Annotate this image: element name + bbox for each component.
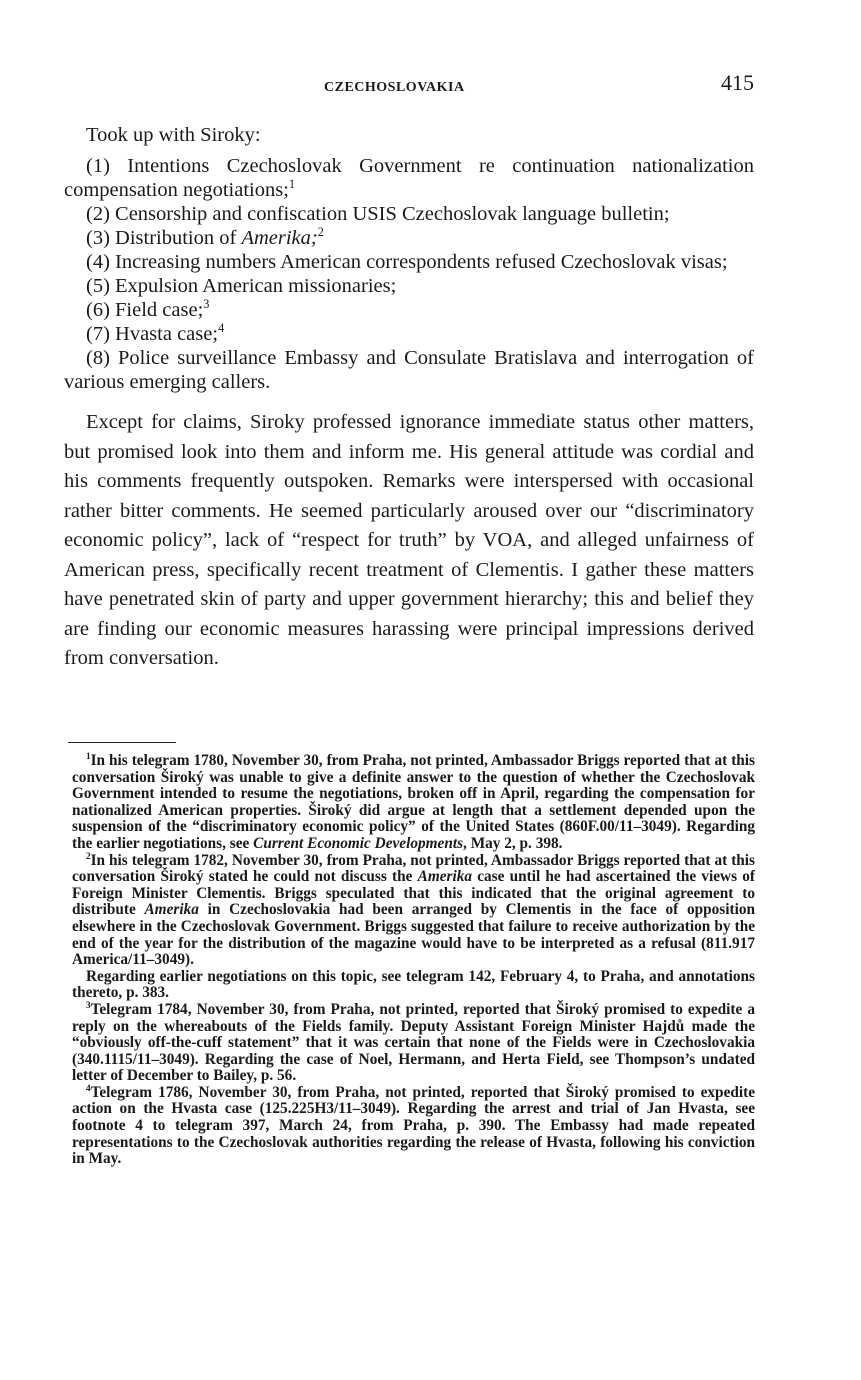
list-item: (6) Field case;$^3$	[86, 297, 210, 321]
list-item: (2) Censorship and confiscation USIS Czechoslovak language bulletin;	[86, 203, 670, 225]
intro-line: Took up with Siroky:	[86, 124, 261, 146]
footnote-ref: 4	[218, 321, 225, 336]
list-item: (8) Police surveillance Embassy and Consulate Bratislava and interrogation of various emerging callers.	[64, 347, 754, 393]
footnote-3: $^3$Telegram 1784, November 30, from Praha, not printed, reported that Široký promised to expedite a reply on the whereabouts of the Fields family. Deputy Assistant Foreign Minister Hajdů made the “obviously off-the-cuff statement” that it was certain that none of the Fields were in Czechoslovakia (340.1115/11–3049). Regarding the case of Noel, Hermann, and Herta Field, see Thompson’s undated letter of December to Bailey, p. 56.	[72, 999, 755, 1085]
list-item: (4) Increasing numbers American correspondents refused Czechoslovak visas;	[86, 251, 728, 273]
list-item: (7) Hvasta case;$^4$	[86, 321, 225, 345]
footnote-ref: 2	[317, 225, 324, 240]
footnote-2-continuation: Regarding earlier negotiations on this topic, see telegram 142, February 4, to Praha, and annotations thereto, p. 383.	[72, 967, 755, 1002]
page-number: 415	[721, 70, 754, 95]
magazine-title: Amerika;	[241, 227, 318, 249]
footnote-2: $^2$In his telegram 1782, November 30, from Praha, not printed, Ambassador Briggs reported that at this conversation Široký stated he could not discuss the Amerika case until he had ascertained the views of Foreign Minister Clementis. Briggs speculated that this indicated that the original agreement to distribute Amerika in Czechoslovakia had been arranged by Clementis in the face of opposition elsewhere in the Czechoslovak Government. Briggs suggested that failure to receive authorization by the end of the year for the distribution of the magazine would have to be interpreted as a refusal (811.917 America/11–3049).	[72, 850, 755, 969]
list-item: (5) Expulsion American missionaries;	[86, 275, 397, 297]
list-item: (3) Distribution of Amerika;$^2$	[86, 225, 324, 249]
telegram-body	[64, 122, 754, 674]
footnote-ref: 1	[288, 177, 296, 192]
body-paragraph: Except for claims, Siroky professed ignorance immediate status other matters, but promised look into them and inform me. His general attitude was cordial and his comments frequently outspoken. Remarks were interspersed with occasional rather bitter comments. He seemed particularly aroused over our “discriminatory economic policy”, lack of “respect for truth” by VOA, and alleged unfairness of American press, specifically recent treatment of Clementis. I gather these matters have penetrated skin of party and upper government hierarchy; this and belief they are finding our economic measures harassing were principal impressions derived from conversation.	[64, 411, 754, 669]
running-head: CZECHOSLOVAKIA	[324, 80, 465, 95]
footnote-divider	[68, 742, 176, 743]
footnote-ref: 3	[203, 297, 210, 312]
footnotes	[72, 750, 755, 1168]
list-item: (1) Intentions Czechoslovak Government re continuation nationalization compensation negotiations;$^1$	[64, 155, 754, 201]
footnote-1: $^1$In his telegram 1780, November 30, from Praha, not printed, Ambassador Briggs reported that at this conversation Široký was unable to give a definite answer to the question of whether the Czechoslovak Government intended to resume the negotiations, broken off in April, regarding the compensation for nationalized American properties. Široký did argue at length that a settlement depended upon the suspension of the “discriminatory economic policy” of the United States (860F.00/11–3049). Regarding the earlier negotiations, see Current Economic Developments, May 2, p. 398.	[72, 750, 755, 852]
page-header	[64, 70, 754, 98]
footnote-4: $^4$Telegram 1786, November 30, from Praha, not printed, reported that Široký promised to expedite action on the Hvasta case (125.225H3/11–3049). Regarding the arrest and trial of Jan Hvasta, see footnote 4 to telegram 397, March 24, from Praha, p. 390. The Embassy had made repeated representations to the Czechoslovak authorities regarding the release of Hvasta, following his conviction in May.	[72, 1082, 755, 1168]
